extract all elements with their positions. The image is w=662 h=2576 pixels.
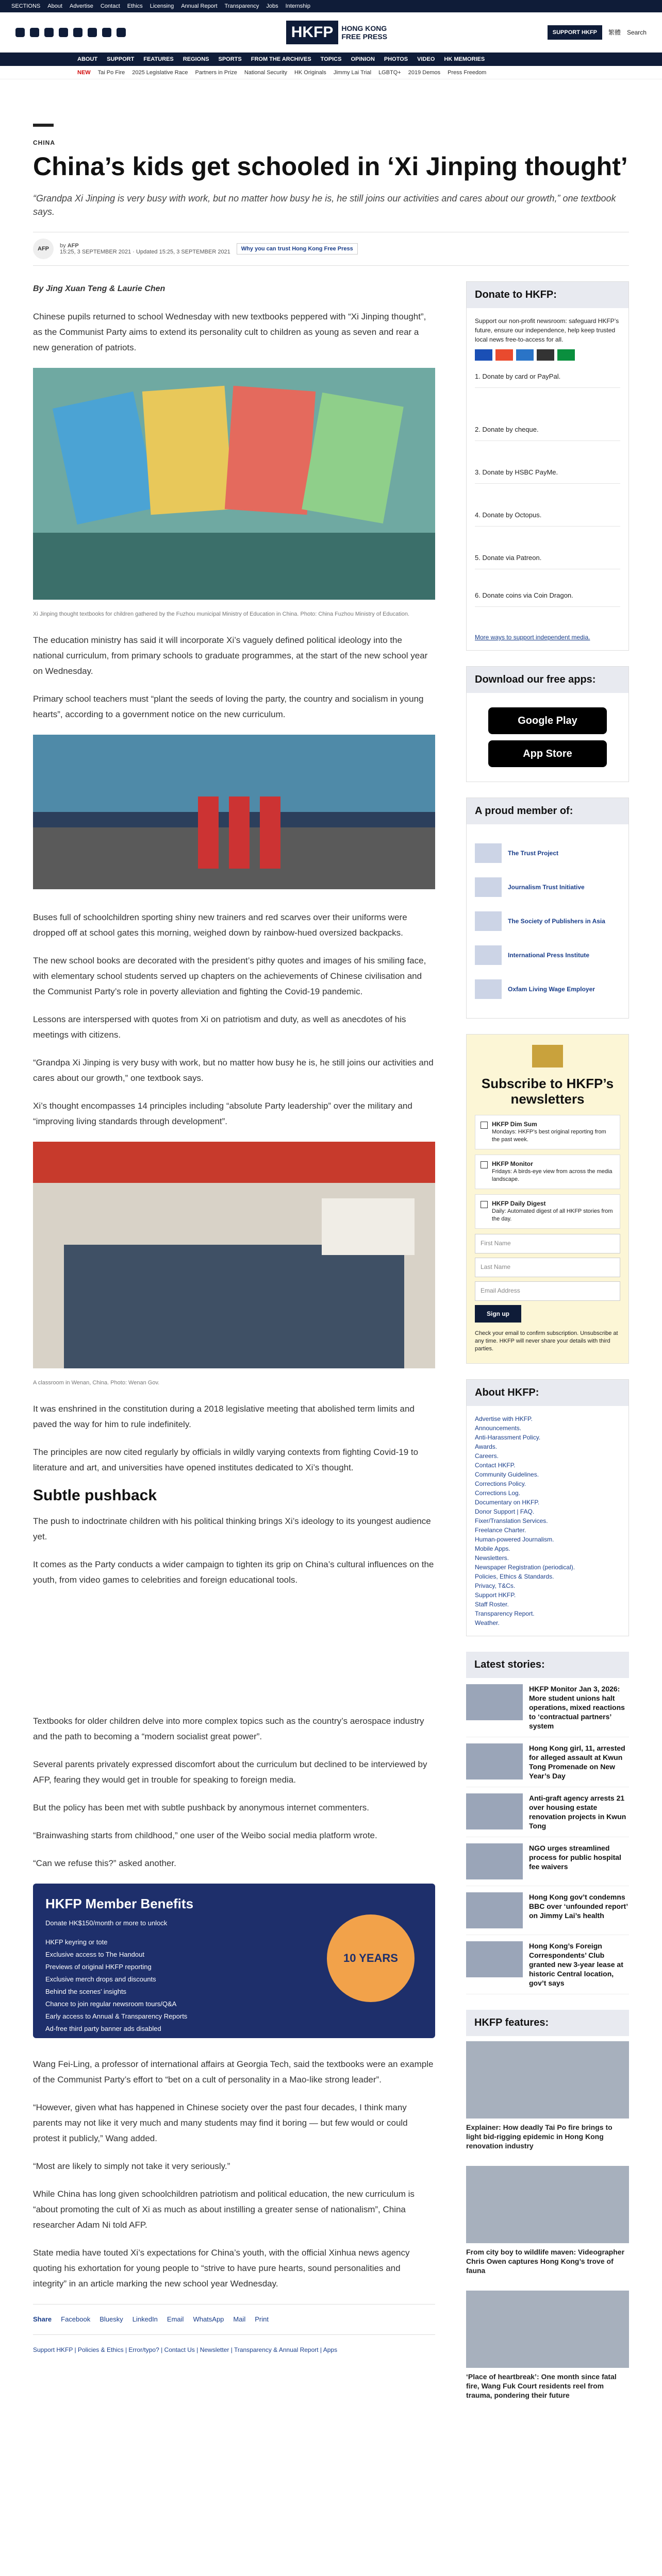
article-meta	[33, 232, 629, 266]
benefit-item: Behind the scenes’ insights	[45, 1988, 127, 1995]
nav-hk-memories[interactable]: HK MEMORIES	[444, 56, 485, 62]
anniversary-badge: 10 YEARS	[327, 1914, 415, 2002]
newsletter-note: Check your email to confirm subscription. Unsubscribe at any time. HKFP will never share your details with third parties.	[475, 1330, 618, 1352]
author-line: by AFP 15:25, 3 SEPTEMBER 2021 · Updated 15:25, 3 SEPTEMBER 2021	[60, 243, 230, 255]
share-mail[interactable]: Mail	[233, 2315, 246, 2323]
banner-subtitle: Donate HK$150/month or more to unlock	[45, 1919, 168, 1927]
trending-link[interactable]: Press Freedom	[448, 69, 487, 76]
paragraph: “Most are likely to simply not take it very seriously.”	[33, 2161, 230, 2171]
feature-photo	[466, 2166, 629, 2243]
trending-link[interactable]: LGBTQ+	[378, 69, 401, 76]
about-link[interactable]: Fixer/Translation Services.	[475, 1517, 548, 1524]
membership-heading: A proud member of:	[467, 798, 628, 824]
latest-stories	[466, 1652, 629, 1994]
paragraph: Several parents privately expressed discomfort about the curriculum but declined to be interviewed by AFP, fearing they would get in trouble for speaking to foreign media.	[33, 1759, 427, 1785]
email-field[interactable]: Email Address	[475, 1281, 620, 1301]
jti-logo	[475, 877, 502, 897]
share-whatsapp[interactable]: WhatsApp	[193, 2315, 224, 2323]
about-link[interactable]: Corrections Log.	[475, 1489, 521, 1497]
story-thumbnail	[466, 1941, 523, 1977]
article-title: China’s kids get schooled in ‘Xi Jinping thought’	[33, 152, 628, 181]
first-name-field[interactable]: First Name	[475, 1234, 620, 1253]
trust-project-logo	[475, 843, 502, 863]
payment-icons	[475, 349, 620, 361]
amex-icon	[516, 349, 534, 361]
trending-link[interactable]: National Security	[244, 69, 287, 76]
donate-box	[466, 281, 629, 651]
member-oxfam[interactable]: Oxfam Living Wage Employer	[475, 976, 620, 1003]
support-hkfp-button[interactable]: SUPPORT HKFP	[548, 25, 602, 40]
features-list	[466, 2010, 629, 2410]
x-icon[interactable]	[30, 28, 39, 37]
banner-title: HKFP Member Benefits	[45, 1896, 194, 1911]
paragraph: While China has long given schoolchildren patriotism and political education, the new curriculum is “about promoting the cult of Xi as much as about instilling a greater sense of nationalism”, China researcher Adam Ni told AFP.	[33, 2189, 415, 2230]
last-name-field[interactable]: Last Name	[475, 1258, 620, 1277]
article-wrapper	[33, 124, 629, 2410]
about-link[interactable]: Anti-Harassment Policy.	[475, 1434, 541, 1441]
classroom-image	[33, 1142, 435, 1368]
author-link[interactable]: AFP	[67, 243, 79, 249]
paragraph: Wang Fei-Ling, a professor of international affairs at Georgia Tech, said the textbooks were an example of the Communist Party’s effort to “bet on a cult of personality in a Mao-like strong leader”.	[33, 2059, 434, 2084]
ad-spacer	[33, 1600, 435, 1714]
about-links	[467, 1406, 628, 1636]
about-link[interactable]: Awards.	[475, 1443, 498, 1450]
about-link[interactable]: Staff Roster.	[475, 1601, 509, 1608]
oxfam-logo	[475, 979, 502, 999]
schoolyard-image	[33, 735, 435, 889]
donate-option-coin-dragon[interactable]: 6. Donate coins via Coin Dragon.	[475, 585, 620, 607]
about-link[interactable]: Mobile Apps.	[475, 1545, 510, 1552]
member-ipi[interactable]: International Press Institute	[475, 942, 620, 969]
sections-menu-button[interactable]: SECTIONS	[11, 3, 41, 9]
paragraph: The push to indoctrinate children with his political thinking brings Xi’s ideology to its youngest audience yet.	[33, 1516, 431, 1541]
about-link[interactable]: Advertise with HKFP.	[475, 1415, 533, 1422]
features-heading: HKFP features:	[466, 2010, 629, 2036]
share-email[interactable]: Email	[167, 2315, 184, 2323]
share-label: Share	[33, 2315, 52, 2323]
story-thumbnail	[466, 1743, 523, 1780]
utility-link-annual-report[interactable]: Annual Report	[181, 3, 218, 9]
article-dates: 15:25, 3 SEPTEMBER 2021 · Updated 15:25, 3 SEPTEMBER 2021	[60, 249, 230, 255]
membership-box	[466, 798, 629, 1019]
paragraph: It was enshrined in the constitution during a 2018 legislative meeting that abolished term limits and paved the way for him to rule indefinitely.	[33, 1404, 415, 1429]
feature-photo	[466, 2291, 629, 2368]
paragraph: Xi’s thought encompasses 14 principles including “absolute Party leadership” over the military and “improving living standards through development”.	[33, 1101, 412, 1126]
member-trust-project[interactable]: The Trust Project	[475, 840, 620, 867]
donate-option-card[interactable]: 1. Donate by card or PayPal.	[475, 366, 620, 388]
sopa-logo	[475, 911, 502, 931]
donate-option-octopus[interactable]: 4. Donate by Octopus.	[475, 504, 620, 527]
google-play-button[interactable]: Google Play	[488, 707, 607, 734]
about-link[interactable]: Documentary on HKFP.	[475, 1499, 540, 1506]
about-link[interactable]: Newspaper Registration (periodical).	[475, 1564, 575, 1571]
site-logo[interactable]	[286, 21, 387, 44]
nav-about[interactable]: ABOUT	[77, 56, 98, 62]
benefit-item: Exclusive access to The Handout	[45, 1951, 144, 1958]
nav-sports[interactable]: SPORTS	[218, 56, 242, 62]
latest-heading: Latest stories:	[466, 1652, 629, 1678]
about-link[interactable]: Transparency Report.	[475, 1610, 535, 1617]
about-link[interactable]: Freelance Charter.	[475, 1527, 526, 1534]
visa-icon	[475, 349, 492, 361]
paragraph: Buses full of schoolchildren sporting shiny new trainers and red scarves over their uniforms were dropped off at school gates this morning, weighed down by rainbow-hued oversized backpacks.	[33, 912, 407, 938]
trust-link[interactable]: Why you can trust Hong Kong Free Press	[237, 243, 358, 255]
share-bluesky[interactable]: Bluesky	[100, 2315, 123, 2323]
story-thumbnail	[466, 1793, 523, 1829]
about-link[interactable]: Weather.	[475, 1619, 500, 1626]
paragraph: The education ministry has said it will incorporate Xi’s vaguely defined political ideology into the national curriculum, from primary schools to graduate programmes, at the start of the new school year on Wednesday.	[33, 635, 428, 676]
share-print[interactable]: Print	[255, 2315, 269, 2323]
paragraph: Chinese pupils returned to school Wednesday with new textbooks peppered with “Xi Jinping thought”, as the Communist Party aims to extend its personality cult to children as young as seven and rear a new generation of patriots.	[33, 312, 426, 352]
schoolyard-photo	[33, 735, 435, 894]
member-sopa[interactable]: The Society of Publishers in Asia	[475, 908, 620, 935]
content-columns	[33, 281, 629, 2410]
mastercard-icon	[495, 349, 513, 361]
nav-photos[interactable]: PHOTOS	[384, 56, 408, 62]
checkbox[interactable]	[481, 1122, 488, 1129]
share-bar	[33, 2304, 435, 2335]
donate-option-payme[interactable]: 3. Donate by HSBC PayMe.	[475, 462, 620, 484]
feature-item[interactable]: From city boy to wildlife maven: Videographer Chris Owen captures Hong Kong’s trove of fauna	[466, 2161, 629, 2285]
paragraph: State media have touted Xi’s expectations for China’s youth, with the official Xinhua news agency quoting his exhortation for young people to “strive to have pure hearts, sound personalities and integrity” in an article marking the new school year Wednesday.	[33, 2248, 410, 2289]
language-toggle[interactable]: 繁體	[608, 29, 621, 36]
article-subhead: “Grandpa Xi Jinping is very busy with work, but no matter how busy he is, he still joins our activities and cares about our growth,” one textbook says.	[33, 193, 616, 217]
nav-support[interactable]: SUPPORT	[107, 56, 135, 62]
masthead-actions	[548, 25, 647, 40]
paragraph: The new school books are decorated with the president’s pithy quotes and images of his smiling face, with elementary school students served up chapters on the achievements of Chinese civilisation and the Communist Party’s role in poverty alleviation and fighting the Covid-19 pandemic.	[33, 956, 426, 996]
section-heading: Subtle pushback	[33, 1487, 157, 1504]
classroom-photo	[33, 1142, 435, 1374]
paragraph: “Grandpa Xi Jinping is very busy with work, but no matter how busy he is, he still joins our activities and cares about our growth,” one textbook says.	[33, 1058, 434, 1083]
apps-heading: Download our free apps:	[467, 667, 628, 693]
utility-link-jobs[interactable]: Jobs	[266, 3, 278, 9]
byline: By Jing Xuan Teng & Laurie Chen	[33, 284, 166, 293]
checkbox[interactable]	[481, 1201, 488, 1208]
story-item[interactable]: Hong Kong gov’t condemns BBC over ‘unfounded report’ on Jimmy Lai’s health	[466, 1886, 629, 1935]
trending-link[interactable]: 2025 Legislative Race	[132, 69, 188, 76]
about-box	[466, 1379, 629, 1636]
threads-icon[interactable]	[59, 28, 68, 37]
divider	[33, 124, 54, 127]
nav-video[interactable]: VIDEO	[417, 56, 435, 62]
benefit-item: Ad-free third party banner ads disabled	[45, 2025, 161, 2032]
trending-link[interactable]: 2019 Demos	[408, 69, 441, 76]
story-item[interactable]: Hong Kong’s Foreign Correspondents’ Club granted new 3-year lease at historic Central location, gov’t says	[466, 1935, 629, 1994]
paragraph: Primary school teachers must “plant the seeds of loving the party, the country and socialism in young hearts”, according to a government notice on the new curriculum.	[33, 694, 424, 719]
social-links	[15, 28, 126, 37]
utility-link-contact[interactable]: Contact	[100, 3, 120, 9]
paragraph: Lessons are interspersed with quotes from Xi on patriotism and duty, as well as anecdotes of his meetings with citizens.	[33, 1014, 406, 1040]
facebook-icon[interactable]	[15, 28, 25, 37]
article-footer-links[interactable]: Support HKFP | Policies & Ethics | Error/typo? | Contact Us | Newsletter | Transparency & Annual Report | Apps	[33, 2346, 338, 2353]
about-link[interactable]: Community Guidelines.	[475, 1471, 539, 1478]
author-avatar: AFP	[33, 239, 54, 259]
donate-option-cheque[interactable]: 2. Donate by cheque.	[475, 419, 620, 441]
youtube-icon[interactable]	[88, 28, 97, 37]
trending-link[interactable]: Partners in Prize	[195, 69, 237, 76]
paragraph: “Can we refuse this?” asked another.	[33, 1858, 176, 1868]
benefit-item: Exclusive merch drops and discounts	[45, 1975, 156, 1983]
photo-caption: Xi Jinping thought textbooks for children gathered by the Fuzhou municipal Ministry of Education in China. Photo: China Fuzhou Ministry of Education.	[33, 611, 410, 617]
top-utility-bar	[0, 0, 662, 12]
rss-icon[interactable]	[117, 28, 126, 37]
donate-option-patreon[interactable]: 5. Donate via Patreon.	[475, 547, 620, 569]
search-button[interactable]: Search	[626, 28, 647, 36]
article-body	[33, 281, 435, 2410]
category-label[interactable]: CHINA	[33, 139, 55, 146]
masthead	[0, 12, 662, 53]
signup-button[interactable]: Sign up	[475, 1305, 521, 1323]
member-jti[interactable]: Journalism Trust Initiative	[475, 874, 620, 901]
story-thumbnail	[466, 1892, 523, 1928]
newsletter-option-daily-digest[interactable]: HKFP Daily Digest Daily: Automated digest of all HKFP stories from the day.	[475, 1194, 620, 1229]
newsletter-box	[466, 1034, 629, 1364]
instagram-icon[interactable]	[44, 28, 54, 37]
benefit-item: HKFP keyring or tote	[45, 1938, 108, 1946]
about-link[interactable]: Human-powered Journalism.	[475, 1536, 554, 1543]
feature-item[interactable]: Explainer: How deadly Tai Po fire brings to light bid-rigging epidemic in Hong Kong renovation industry	[466, 2036, 629, 2161]
about-link[interactable]: Corrections Policy.	[475, 1480, 526, 1487]
benefit-item: Chance to join regular newsroom tours/Q&A	[45, 2000, 177, 2008]
photo-caption: A classroom in Wenan, China. Photo: Wenan Gov.	[33, 1380, 160, 1386]
textbooks-photo	[33, 368, 435, 605]
benefit-item: Previews of original HKFP reporting	[45, 1963, 152, 1971]
about-link[interactable]: Contact HKFP.	[475, 1462, 516, 1469]
nav-opinion[interactable]: OPINION	[351, 56, 375, 62]
story-thumbnail	[466, 1843, 523, 1879]
utility-link-ethics[interactable]: Ethics	[127, 3, 143, 9]
trending-link[interactable]: HK Originals	[294, 69, 326, 76]
paragraph: Textbooks for older children delve into more complex topics such as the country’s aerospace industry and the path to becoming a “modern socialist great power”.	[33, 1716, 424, 1741]
nav-topics[interactable]: TOPICS	[320, 56, 342, 62]
about-heading: About HKFP:	[467, 1380, 628, 1406]
share-linkedin[interactable]: LinkedIn	[132, 2315, 158, 2323]
share-facebook[interactable]: Facebook	[61, 2315, 91, 2323]
nav-features[interactable]: FEATURES	[143, 56, 174, 62]
utility-nav	[47, 3, 318, 9]
google-pay-icon	[557, 349, 575, 361]
main-nav	[0, 53, 662, 66]
utility-link-about[interactable]: About	[47, 3, 62, 9]
logo-mark: HKFP	[286, 21, 339, 44]
paragraph: It comes as the Party conducts a wider campaign to tighten its grip on China’s cultural influences on the youth, from video games to celebrities and foreign educational tools.	[33, 1560, 434, 1585]
trending-link[interactable]: Jimmy Lai Trial	[333, 69, 372, 76]
about-link[interactable]: Careers.	[475, 1452, 499, 1460]
checkbox[interactable]	[481, 1161, 488, 1168]
story-item[interactable]: Anti-graft agency arrests 21 over housing estate renovation projects in Kwun Tong	[466, 1787, 629, 1837]
trending-link[interactable]: Tai Po Fire	[97, 69, 125, 76]
about-link[interactable]: Support HKFP.	[475, 1591, 516, 1599]
more-ways-link[interactable]: More ways to support independent media.	[475, 634, 590, 641]
story-thumbnail	[466, 1684, 523, 1720]
benefit-item: Early access to Annual & Transparency Reports	[45, 2012, 188, 2020]
apps-box	[466, 666, 629, 782]
story-item[interactable]: HKFP Monitor Jan 3, 2026: More student unions halt operations, mixed reactions to ‘contractual partners’ system	[466, 1678, 629, 1737]
trending-nav	[0, 66, 662, 79]
nav-regions[interactable]: REGIONS	[183, 56, 209, 62]
utility-link-advertise[interactable]: Advertise	[69, 3, 93, 9]
utility-link-licensing[interactable]: Licensing	[150, 3, 174, 9]
about-link[interactable]: Policies, Ethics & Standards.	[475, 1573, 554, 1580]
utility-link-internship[interactable]: Internship	[285, 3, 310, 9]
feature-item[interactable]: ‘Place of heartbreak’: One month since fatal fire, Wang Fuk Court residents reel from trauma, pondering their future	[466, 2285, 629, 2410]
about-link[interactable]: Privacy, T&Cs.	[475, 1582, 516, 1589]
donate-intro: Support our non-profit newsroom: safeguard HKFP’s future, ensure our independence, help keep trusted local news free-to-access for all.	[475, 317, 619, 343]
bluesky-icon[interactable]	[73, 28, 82, 37]
sidebar	[466, 281, 629, 2410]
paragraph: “However, given what has happened in Chinese society over the past four decades, I think many parents may not like it very much and many students may find it boring — but few would or could protest it publicly,” Wang added.	[33, 2103, 408, 2143]
utility-link-transparency[interactable]: Transparency	[224, 3, 259, 9]
nav-archives[interactable]: FROM THE ARCHIVES	[251, 56, 311, 62]
member-benefits-banner[interactable]	[33, 1884, 435, 2038]
ipi-logo	[475, 945, 502, 965]
newsletter-option-dim-sum[interactable]: HKFP Dim Sum Mondays: HKFP’s best original reporting from the past week.	[475, 1115, 620, 1149]
donate-heading: Donate to HKFP:	[467, 282, 628, 308]
app-store-button[interactable]: App Store	[488, 740, 607, 767]
newsletter-option-monitor[interactable]: HKFP Monitor Fridays: A birds-eye view from across the media landscape.	[475, 1155, 620, 1189]
textbooks-image	[33, 368, 435, 600]
paragraph: “Brainwashing starts from childhood,” one user of the Weibo social media platform wrote.	[33, 1831, 377, 1840]
logo-text: HONG KONG FREE PRESS	[341, 24, 388, 41]
about-link[interactable]: Announcements.	[475, 1425, 522, 1432]
paragraph: But the policy has been met with subtle pushback by anonymous internet commenters.	[33, 1803, 370, 1812]
feature-photo	[466, 2041, 629, 2119]
story-item[interactable]: NGO urges streamlined process for public hospital fee waivers	[466, 1837, 629, 1886]
newsletter-heading: Subscribe to HKFP’s newsletters	[481, 1076, 614, 1107]
envelope-icon	[532, 1045, 563, 1067]
apple-pay-icon	[537, 349, 554, 361]
story-item[interactable]: Hong Kong girl, 11, arrested for alleged assault at Kwun Tong Promenade on New Year’s Day	[466, 1737, 629, 1787]
about-link[interactable]: Donor Support | FAQ.	[475, 1508, 535, 1515]
new-badge: NEW	[77, 69, 91, 76]
email-icon[interactable]	[102, 28, 111, 37]
paragraph: The principles are now cited regularly by officials in wildly varying contexts from fighting Covid-19 to literature and art, and universities have opened institutes dedicated to Xi’s thought.	[33, 1447, 419, 1472]
about-link[interactable]: Newsletters.	[475, 1554, 509, 1562]
